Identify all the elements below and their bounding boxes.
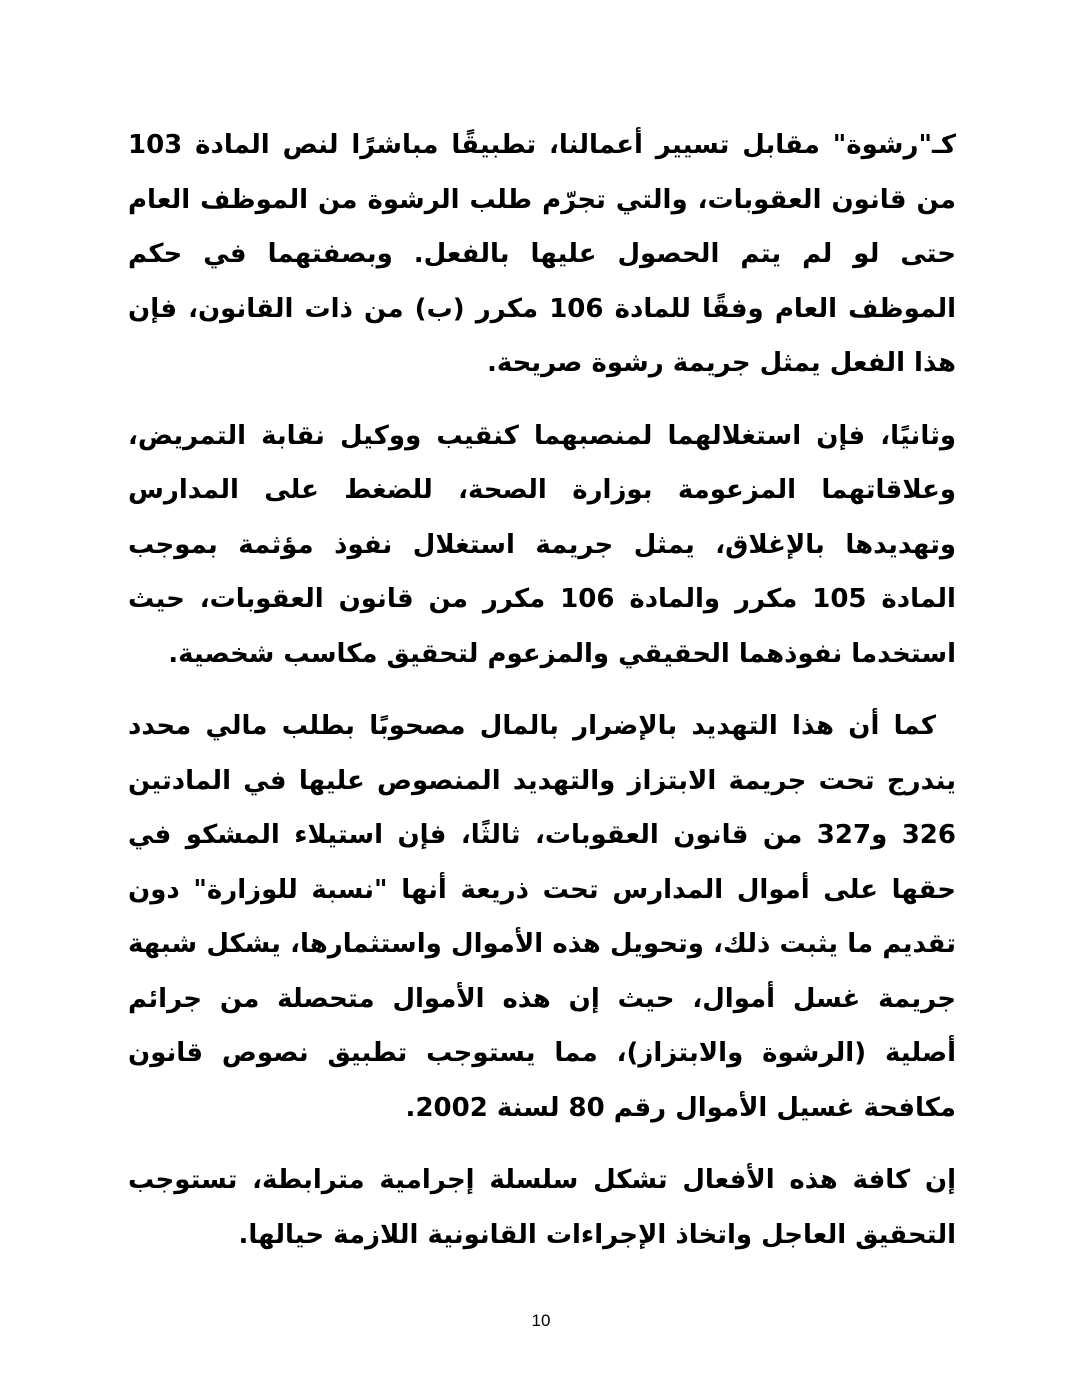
page-number: 10 xyxy=(531,1311,551,1330)
paragraph-conclusion: إن كافة هذه الأفعال تشكل سلسلة إجرامية مترابطة، تستوجب التحقيق العاجل واتخاذ الإجراءات القانونية اللازمة حيالها. xyxy=(128,1165,956,1250)
paragraph-extortion-money-laundering: كما أن هذا التهديد بالإضرار بالمال مصحوبًا بطلب مالي محدد يندرج تحت جريمة الابتزاز والتهديد المنصوص عليها في المادتين 326 و327 من قانون العقوبات، ثالثًا، فإن استيلاء المشكو في حقها على أموال المدارس تحت ذريعة أنها "نسبة للوزارة" دون تقديم ما يثبت ذلك، وتحويل هذه الأموال واستثمارها، يشكل شبهة جريمة غسل أموال، حيث إن هذه الأموال متحصلة من جرائم أصلية (الرشوة والابتزاز)، مما يستوجب تطبيق نصوص قانون مكافحة غسيل الأموال رقم 80 لسنة 2002. xyxy=(128,711,956,1123)
document-body xyxy=(128,118,956,1280)
paragraph-bribery: كـ"رشوة" مقابل تسيير أعمالنا، تطبيقًا مباشرًا لنص المادة 103 من قانون العقوبات، والتي تجرّم طلب الرشوة من الموظف العام حتى لو لم يتم الحصول عليها بالفعل. وبصفتهما في حكم الموظف العام وفقًا للمادة 106 مكرر (ب) من ذات القانون، فإن هذا الفعل يمثل جريمة رشوة صريحة. xyxy=(128,130,956,378)
paragraph-influence-peddling: وثانيًا، فإن استغلالهما لمنصبهما كنقيب ووكيل نقابة التمريض، وعلاقاتهما المزعومة بوزارة الصحة، للضغط على المدارس وتهديدها بالإغلاق، يمثل جريمة استغلال نفوذ مؤثمة بموجب المادة 105 مكرر والمادة 106 مكرر من قانون العقوبات، حيث استخدما نفوذهما الحقيقي والمزعوم لتحقيق مكاسب شخصية. xyxy=(128,420,956,669)
